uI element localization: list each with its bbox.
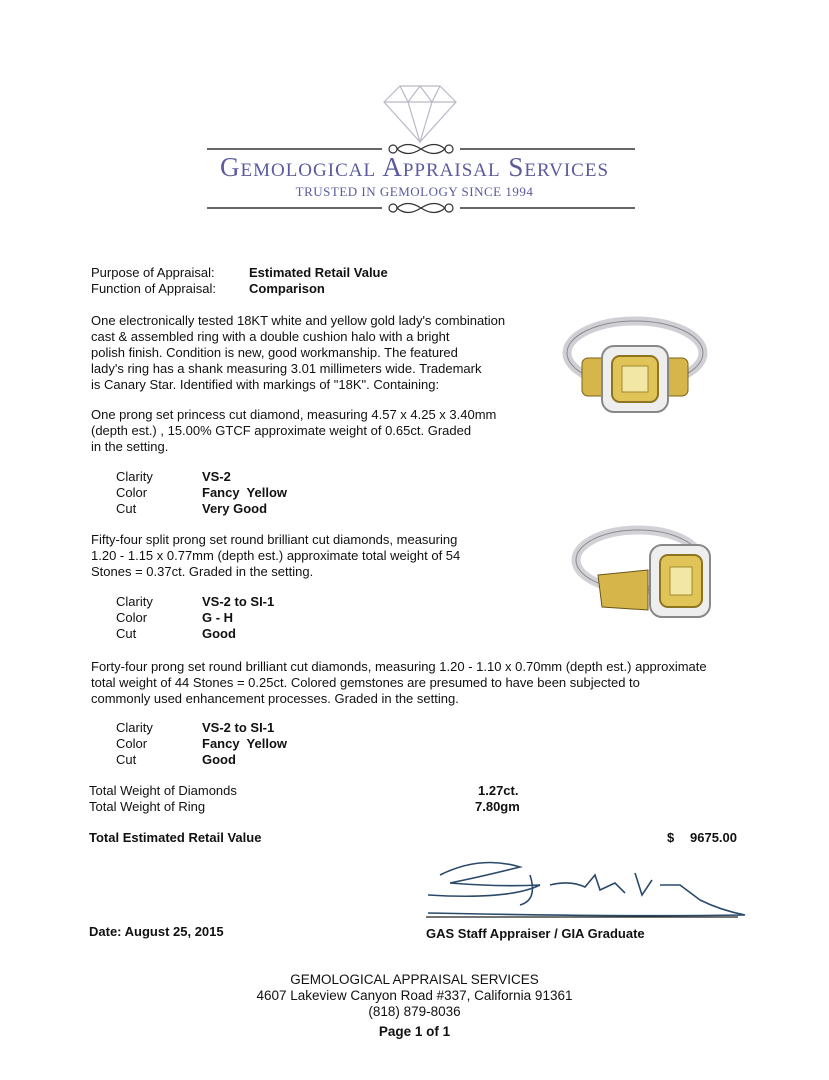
grade-value: VS-2 to SI-1 [202, 594, 275, 609]
company-logo-title: Gemological Appraisal Services [219, 152, 610, 182]
grade-label: Clarity [116, 720, 153, 735]
grade-value: Fancy Yellow [202, 736, 288, 751]
description-line: cast & assembled ring with a double cushion halo with a bright [91, 329, 450, 344]
grade-label: Clarity [116, 469, 153, 484]
grade-label: Cut [116, 626, 137, 641]
stone-description-line: total weight of 44 Stones = 0.25ct. Colored gemstones are presumed to have been subjected to [91, 675, 640, 690]
stone-description-line: 1.20 - 1.15 x 0.77mm (depth est.) approximate total weight of 54 [91, 548, 461, 563]
company-tagline: TRUSTED IN GEMOLOGY SINCE 1994 [295, 184, 534, 199]
grade-value: Very Good [202, 501, 268, 516]
grade-value: VS-2 to SI-1 [202, 720, 275, 735]
description-line: is Canary Star. Identified with markings of "18K". Containing: [91, 377, 440, 392]
grade-value: Fancy Yellow [202, 485, 288, 500]
grade-label: Color [116, 610, 148, 625]
footer-address: 4607 Lakeview Canyon Road #337, California 91361 [256, 988, 573, 1003]
grade-value: G - H [202, 610, 234, 625]
purpose-value: Estimated Retail Value [249, 265, 388, 280]
grade-value: VS-2 [202, 469, 231, 484]
grade-label: Cut [116, 752, 137, 767]
function-label: Function of Appraisal: [91, 281, 217, 296]
stone-description-line: Stones = 0.37ct. Graded in the setting. [91, 564, 314, 579]
description-line: One electronically tested 18KT white and yellow gold lady's combination [91, 313, 506, 328]
ornament-divider-bottom [207, 199, 635, 217]
total-diamonds-value: 1.27ct. [478, 783, 519, 798]
footer-company: GEMOLOGICAL APPRAISAL SERVICES [290, 972, 539, 987]
appraisal-date: Date: August 25, 2015 [89, 924, 224, 939]
appraiser-title: GAS Staff Appraiser / GIA Graduate [426, 926, 645, 941]
purpose-label: Purpose of Appraisal: [91, 265, 215, 280]
total-ring-value: 7.80gm [475, 799, 520, 814]
grade-value: Good [202, 626, 236, 641]
description-line: lady's ring has a shank measuring 3.01 millimeters wide. Trademark [91, 361, 482, 376]
stone-description-line: Forty-four prong set round brilliant cut diamonds, measuring 1.20 - 1.10 x 0.70mm (depth est.) approximate [91, 659, 707, 674]
stone-description-line: Fifty-four split prong set round brilliant cut diamonds, measuring [91, 532, 458, 547]
footer-phone: (818) 879-8036 [368, 1004, 461, 1019]
ring-photo-top [560, 298, 710, 428]
grade-label: Cut [116, 501, 137, 516]
grade-label: Color [116, 736, 148, 751]
stone-description-line: in the setting. [91, 439, 169, 454]
grade-label: Color [116, 485, 148, 500]
page-number: Page 1 of 1 [378, 1024, 451, 1039]
appraiser-signature [420, 855, 750, 925]
grade-label: Clarity [116, 594, 153, 609]
total-retail-value: 9675.00 [690, 830, 737, 845]
grade-value: Good [202, 752, 236, 767]
stone-description-line: (depth est.) , 15.00% GTCF approximate weight of 0.65ct. Graded [91, 423, 472, 438]
description-line: polish finish. Condition is new, good workmanship. The featured [91, 345, 458, 360]
total-ring-label: Total Weight of Ring [89, 799, 206, 814]
ring-photo-side [568, 515, 728, 630]
stone-description-line: commonly used enhancement processes. Graded in the setting. [91, 691, 459, 706]
total-retail-label: Total Estimated Retail Value [89, 830, 262, 845]
stone-description-line: One prong set princess cut diamond, measuring 4.57 x 4.25 x 3.40mm [91, 407, 497, 422]
function-value: Comparison [249, 281, 325, 296]
diamond-logo-icon [380, 82, 460, 144]
currency-symbol: $ [667, 830, 675, 845]
total-diamonds-label: Total Weight of Diamonds [89, 783, 237, 798]
